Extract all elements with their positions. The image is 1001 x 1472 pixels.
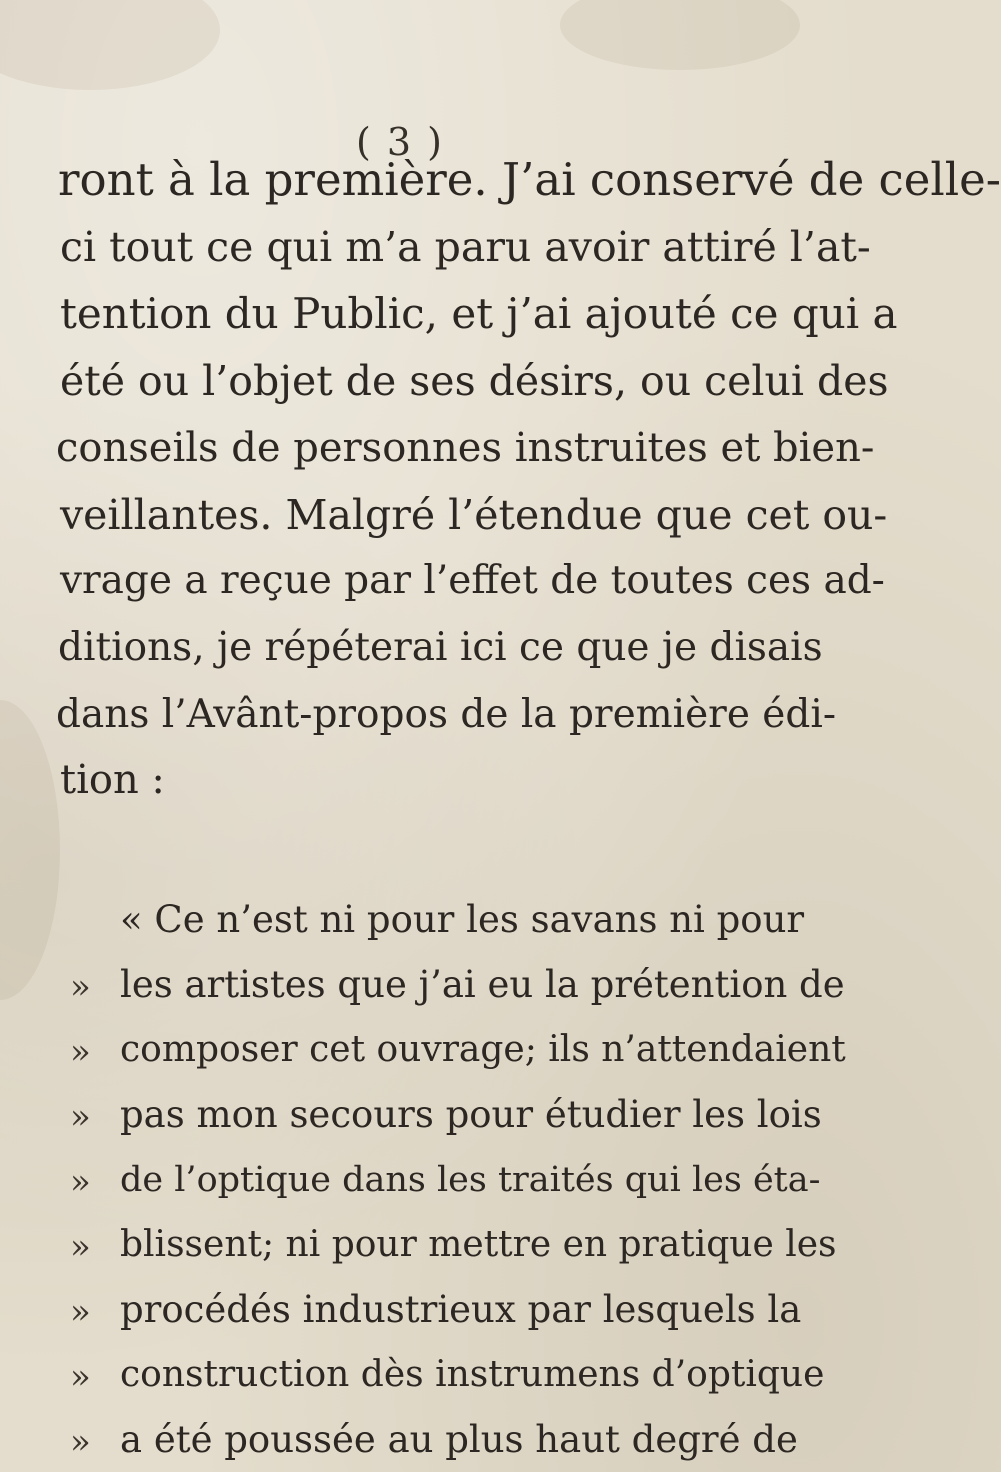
quote-line: « Ce n’est ni pour les savans ni pour [120,898,805,941]
quote-line: pas mon secours pour étudier les lois [120,1093,822,1136]
quote-mark: » [70,1422,91,1462]
page-number: ( 3 ) [356,120,444,164]
paragraph-line: vrage a reçue par l’effet de toutes ces ad- [60,558,885,603]
paragraph-line: ront à la première. J’ai conservé de celle- [58,153,1001,206]
quote-line: de l’optique dans les traités qui les éta- [120,1160,821,1200]
quote-mark: » [70,1227,91,1267]
quote-mark: » [70,1357,91,1397]
quote-line: composer cet ouvrage; ils n’attendaient [120,1029,846,1070]
paper-stain [0,0,220,90]
quote-line: les artistes que j’ai eu la prétention de [120,963,845,1006]
quote-line: blissent; ni pour mettre en pratique les [120,1224,837,1265]
quote-mark: » [70,1097,91,1137]
paragraph-line: été ou l’objet de ses désirs, ou celui des [60,357,889,405]
quote-mark: » [70,1162,91,1202]
quote-mark: » [70,1292,91,1332]
paragraph-line: veillantes. Malgré l’étendue que cet ou- [60,491,888,539]
quote-mark: » [70,967,91,1007]
quote-mark: » [70,1032,91,1072]
quote-line: procédés industrieux par lesquels la [120,1288,802,1331]
paragraph-line: tention du Public, et j’ai ajouté ce qui a [60,289,898,338]
quote-line: construction dès instrumens d’optique [120,1354,825,1395]
paragraph-line: dans l’Avânt-propos de la première édi- [56,692,836,737]
quote-line: a été poussée au plus haut degré de [120,1418,798,1461]
paragraph-line: ci tout ce qui m’a paru avoir attiré l’at- [60,223,871,271]
paper-stain [0,700,60,1000]
paragraph-line: tion : [60,757,165,803]
paper-stain [560,0,800,70]
paragraph-line: ditions, je répéterai ici ce que je disais [58,625,823,670]
paragraph-line: conseils de personnes instruites et bien- [56,425,875,471]
